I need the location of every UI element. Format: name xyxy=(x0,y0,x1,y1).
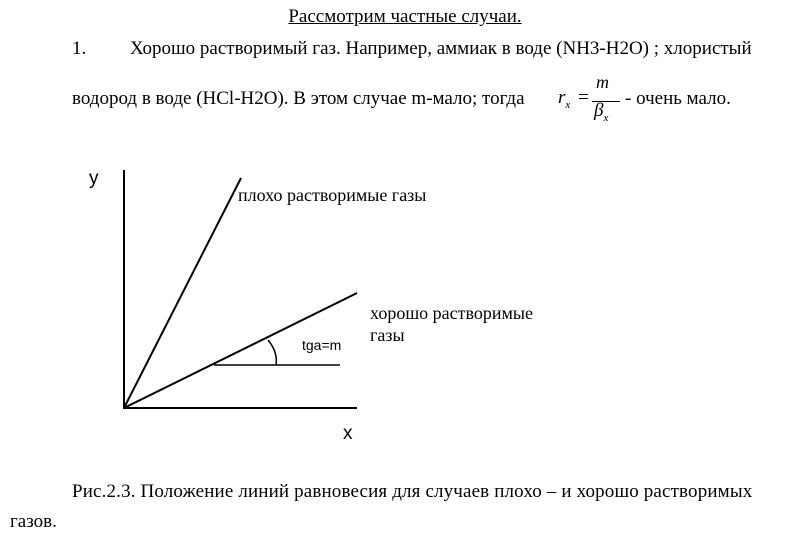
list-number: 1. xyxy=(72,38,87,59)
figure-caption: Рис.2.3. Положение линий равновесия для случаев плохо – и хорошо растворимых xyxy=(72,481,753,502)
good-solubility-label-line1: хорошо растворимые xyxy=(370,303,534,323)
good-solubility-label xyxy=(370,302,533,346)
y-axis-label: y xyxy=(89,168,99,189)
formula xyxy=(558,72,630,126)
paragraph-1-text: Хорошо растворимый газ. Например, аммиак в воде (NH3-H2O) ; хлористый xyxy=(130,38,752,59)
angle-arc xyxy=(268,340,276,365)
formula-denominator: $\beta_x$ xyxy=(594,100,609,124)
figure-caption-continued: газов. xyxy=(10,511,57,532)
paragraph-2-text: водород в воде (HCl-H2O). В этом случае m-мало; тогда xyxy=(72,88,525,109)
x-axis-label: x xyxy=(343,423,353,444)
angle-label: tga=m xyxy=(302,337,342,353)
formula-numerator: m xyxy=(596,72,609,92)
paragraph-2-tail: - очень мало. xyxy=(625,88,731,109)
poor-solubility-line xyxy=(124,178,241,408)
paragraph-1 xyxy=(72,38,752,60)
formula-equals: = xyxy=(578,87,589,108)
good-solubility-label-line2: газы xyxy=(370,325,405,345)
formula-lhs: $r_x$ xyxy=(558,87,571,111)
poor-solubility-label: плохо растворимые газы xyxy=(238,185,427,205)
section-heading: Рассмотрим частные случаи. xyxy=(288,6,522,27)
